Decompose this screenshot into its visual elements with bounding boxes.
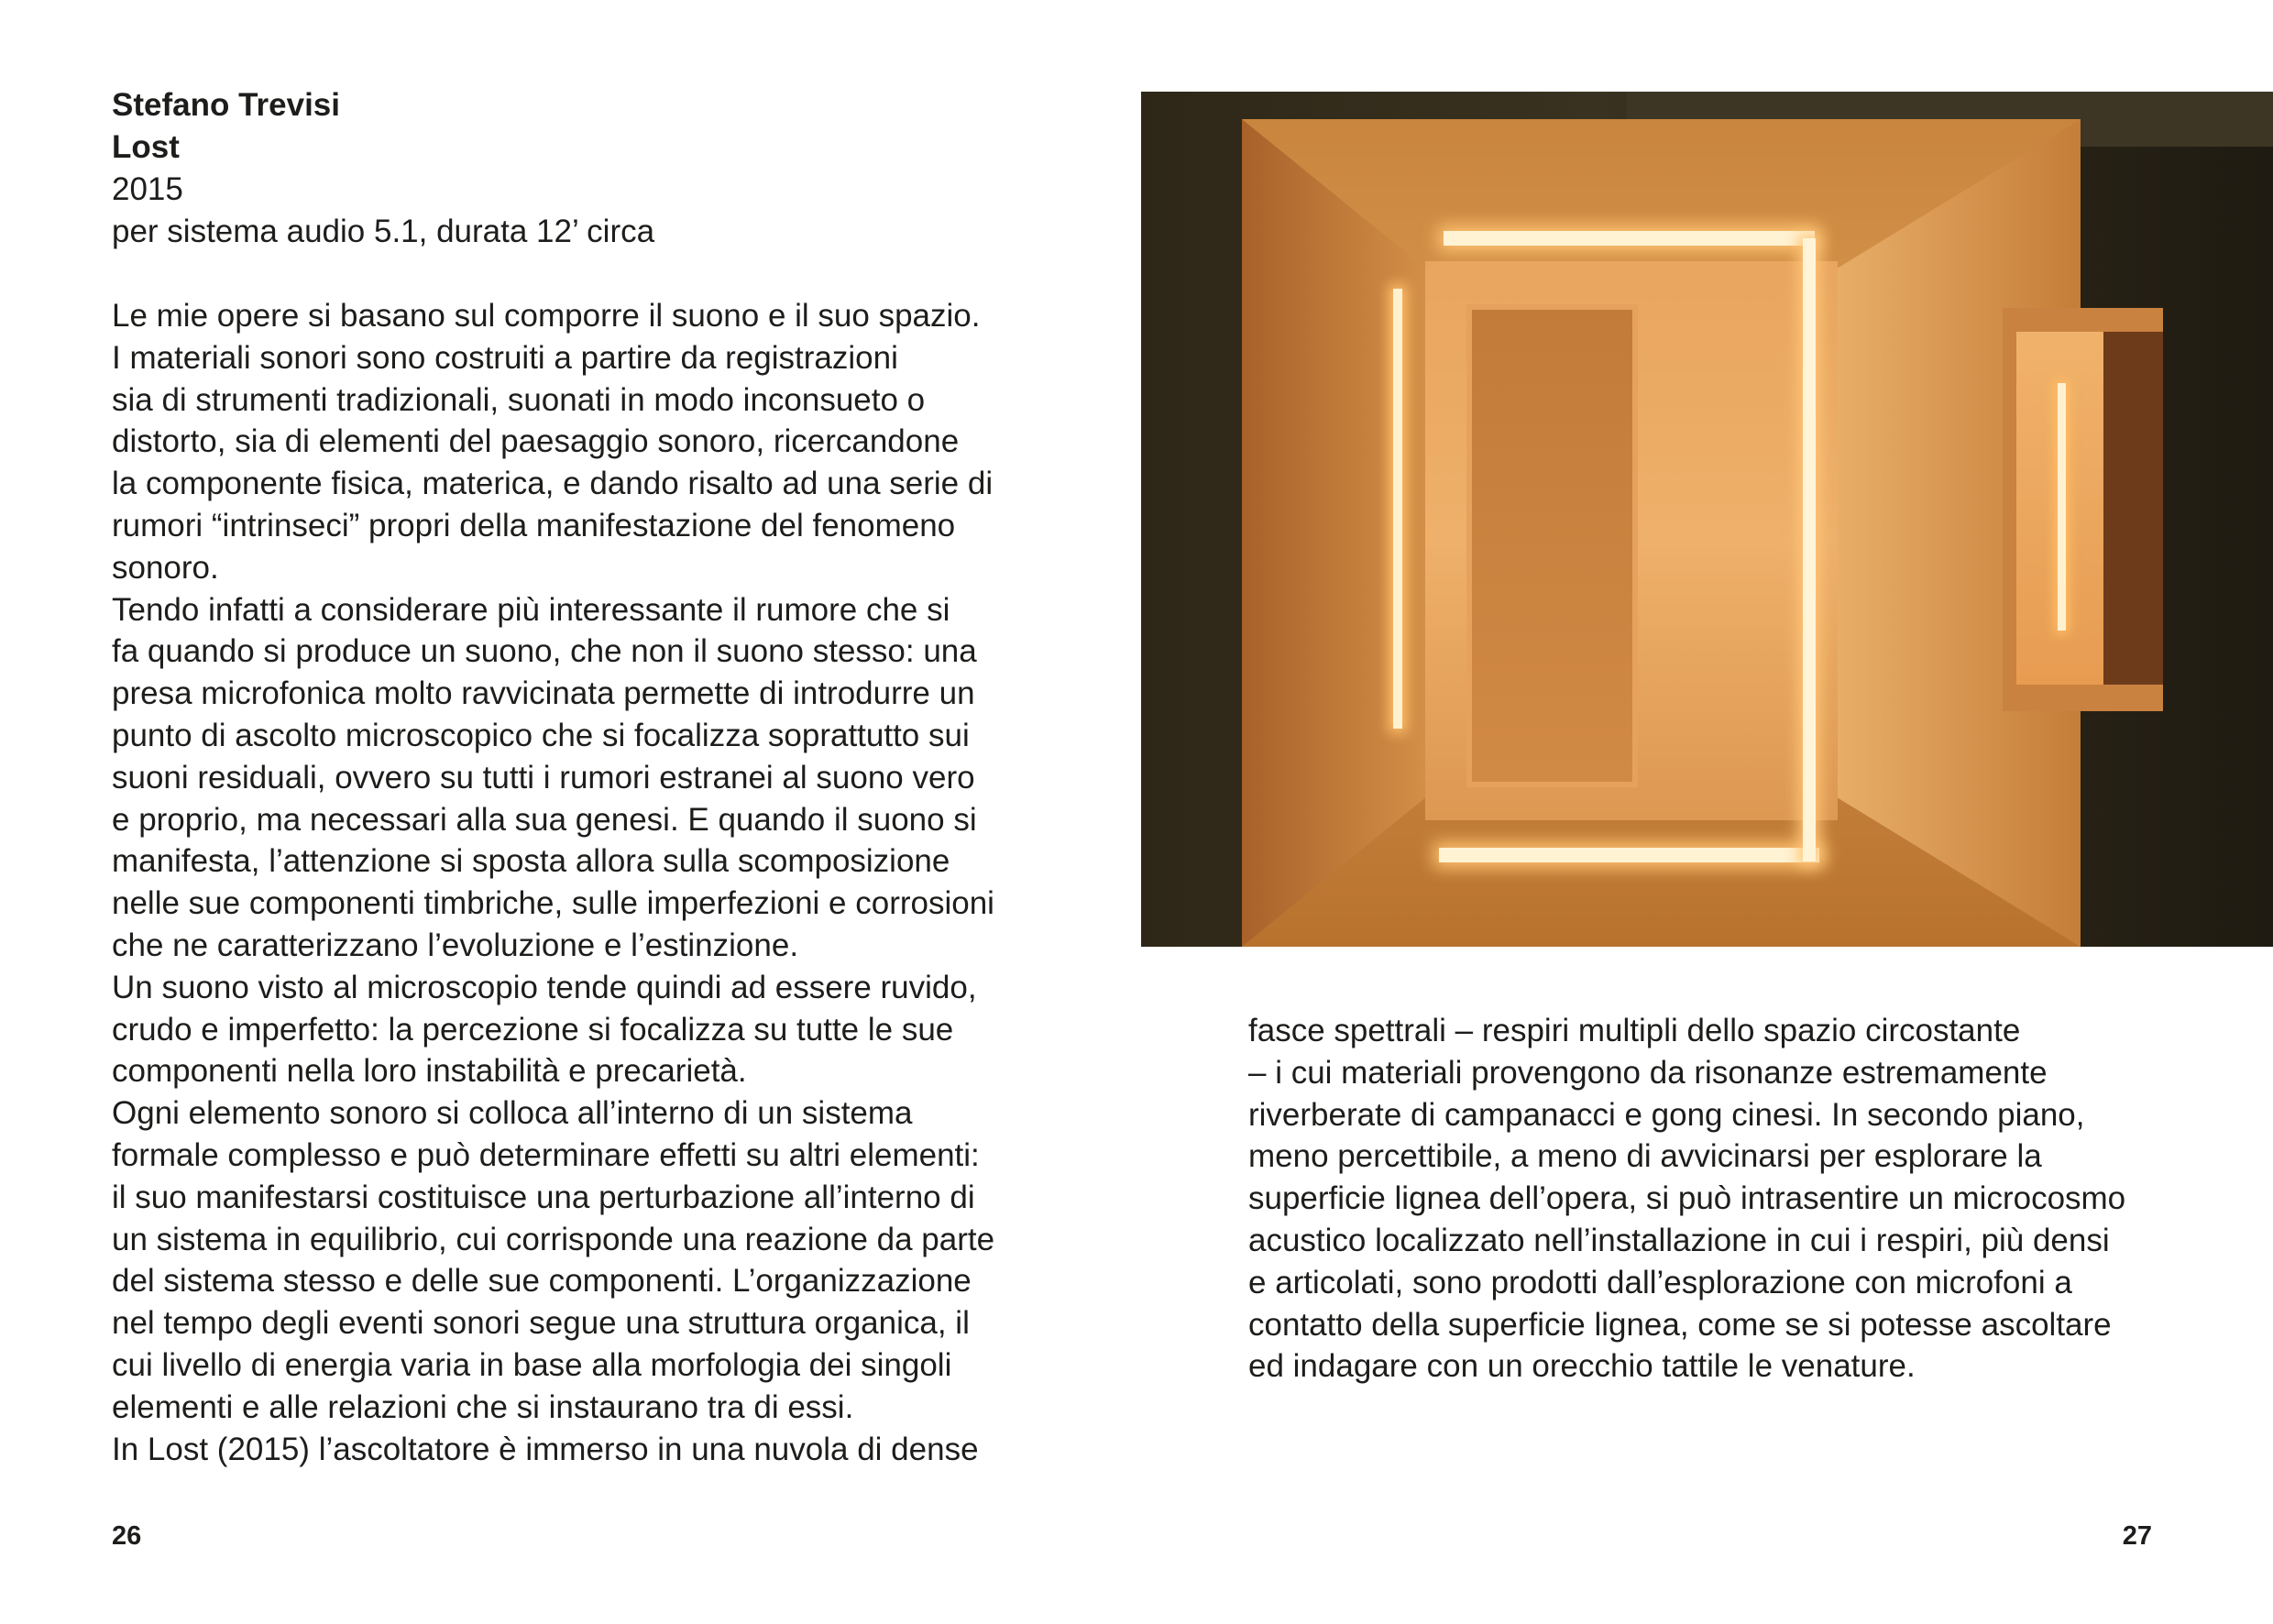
- text-line: distorto, sia di elementi del paesaggio sonoro, ricercandone: [112, 423, 960, 460]
- text-line: componenti nella loro instabilità e precarietà.: [112, 1053, 747, 1090]
- text-line: sonoro.: [112, 549, 219, 586]
- text-line: nel tempo degli eventi sonori segue una struttura organica, il: [112, 1305, 970, 1342]
- text-line: punto di ascolto microscopico che si focalizza soprattutto sui: [112, 717, 970, 753]
- author-name: Stefano Trevisi: [112, 87, 340, 123]
- text-line: del sistema stesso e delle sue componenti. L’organizzazione: [112, 1263, 972, 1300]
- text-line: fa quando si produce un suono, che non il suono stesso: una: [112, 633, 977, 670]
- text-line: superficie lignea dell’opera, si può intrasentire un microcosmo: [1248, 1180, 2126, 1217]
- text-line: il suo manifestarsi costituisce una perturbazione all’interno di: [112, 1179, 975, 1215]
- text-line: suoni residuali, ovvero su tutti i rumori estranei al suono vero: [112, 759, 975, 796]
- artwork-subtitle: per sistema audio 5.1, durata 12’ circa: [112, 214, 655, 249]
- text-line: acustico localizzato nell’installazione in cui i respiri, più densi: [1248, 1222, 2110, 1258]
- left-body-text: [112, 295, 1028, 1470]
- text-line: presa microfonica molto ravvicinata permette di introdurre un: [112, 675, 975, 712]
- text-line: Un suono visto al microscopio tende quindi ad essere ruvido,: [112, 969, 977, 1005]
- artwork-year: 2015: [112, 171, 183, 207]
- text-line: sia di strumenti tradizionali, suonati in modo inconsueto o: [112, 381, 926, 418]
- text-line: I materiali sonori sono costruiti a partire da registrazioni: [112, 339, 898, 376]
- text-line: un sistema in equilibrio, cui corrisponde una reazione da parte: [112, 1221, 995, 1257]
- text-line: ed indagare con un orecchio tattile le venature.: [1248, 1348, 1916, 1385]
- text-line: rumori “intrinseci” propri della manifestazione del fenomeno: [112, 507, 956, 543]
- text-line: Ogni elemento sonoro si colloca all’interno di un sistema: [112, 1095, 913, 1132]
- text-line: formale complesso e può determinare effetti su altri elementi:: [112, 1136, 980, 1173]
- text-line: che ne caratterizzano l’evoluzione e l’estinzione.: [112, 927, 799, 963]
- left-page: [0, 0, 1136, 1624]
- text-line: crudo e imperfetto: la percezione si focalizza su tutte le sue: [112, 1011, 954, 1048]
- right-body-text: [1248, 1010, 2211, 1388]
- text-line: e proprio, ma necessari alla sua genesi. E quando il suono si: [112, 801, 977, 838]
- artwork-header: [112, 84, 654, 253]
- text-line: fasce spettrali – respiri multipli dello spazio circostante: [1248, 1013, 2021, 1048]
- text-line: riverberate di campanacci e gong cinesi. In secondo piano,: [1248, 1096, 2085, 1133]
- text-line: In Lost (2015) l’ascoltatore è immerso in una nuvola di dense: [112, 1431, 979, 1467]
- right-page: [1136, 0, 2273, 1624]
- artwork-title: Lost: [112, 129, 180, 165]
- text-line: – i cui materiali provengono da risonanze estremamente: [1248, 1054, 2048, 1091]
- text-line: nelle sue componenti timbriche, sulle imperfezioni e corrosioni: [112, 885, 994, 922]
- text-line: Tendo infatti a considerare più interessante il rumore che si: [112, 591, 950, 628]
- text-line: meno percettibile, a meno di avvicinarsi per esplorare la: [1248, 1138, 2042, 1175]
- text-line: manifesta, l’attenzione si sposta allora sulla scomposizione: [112, 843, 950, 880]
- text-line: cui livello di energia varia in base alla morfologia dei singoli: [112, 1346, 952, 1383]
- text-line: Le mie opere si basano sul comporre il suono e il suo spazio.: [112, 298, 981, 334]
- text-line: e articolati, sono prodotti dall’esplorazione con microfoni a: [1248, 1264, 2072, 1300]
- page-number-left: 26: [112, 1521, 142, 1551]
- text-line: elementi e alle relazioni che si instaurano tra di essi.: [112, 1388, 854, 1425]
- page-number-right: 27: [2122, 1521, 2152, 1551]
- text-line: contatto della superficie lignea, come se si potesse ascoltare: [1248, 1306, 2112, 1343]
- text-line: la componente fisica, materica, e dando risalto ad una serie di: [112, 466, 994, 502]
